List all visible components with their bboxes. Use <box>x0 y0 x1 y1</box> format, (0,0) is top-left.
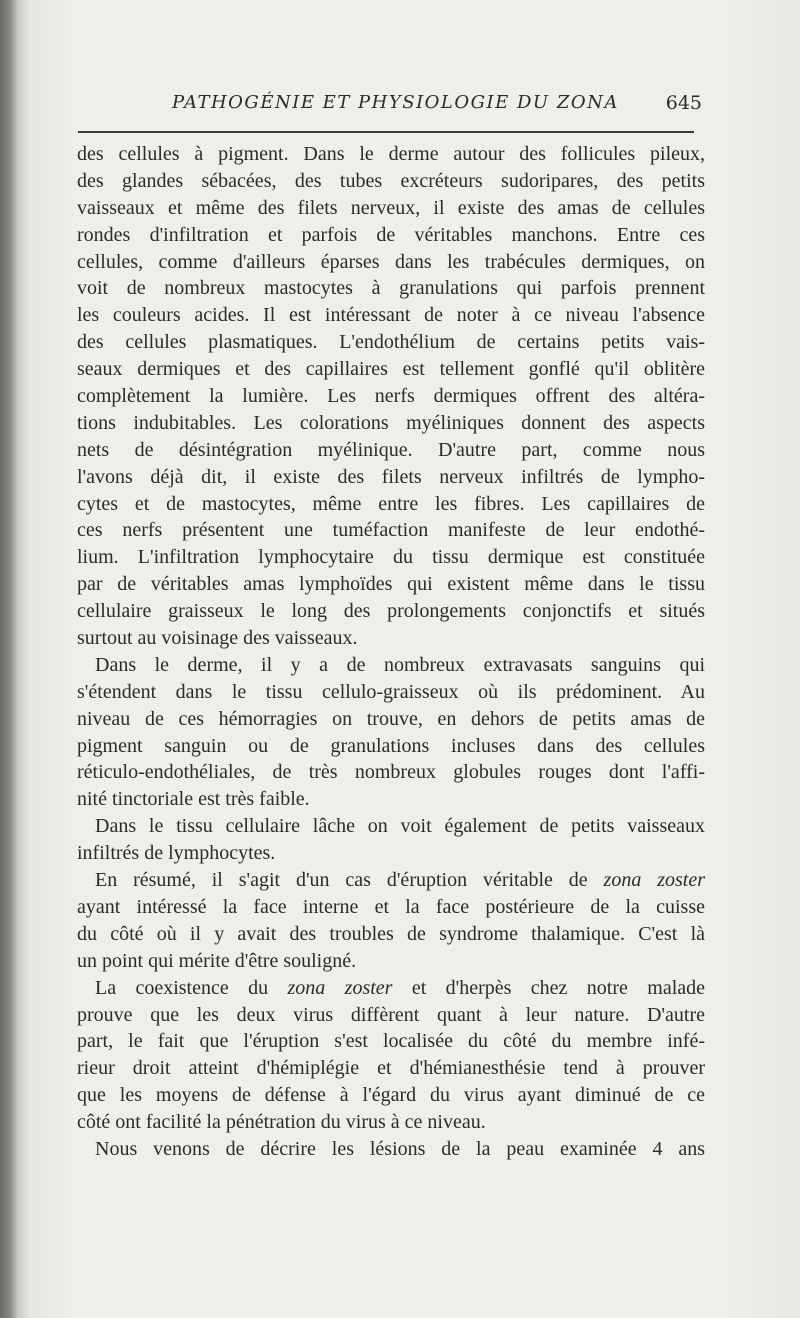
text-line: niveau de ces hémorragies on trouve, en dehors de petits amas de <box>77 707 705 730</box>
text-line: du côté où il y avait des troubles de syndrome thalamique. C'est là <box>77 922 705 945</box>
text-segment: et d'herpès chez notre malade <box>392 976 705 999</box>
text-line: vaisseaux et même des filets nerveux, il existe des amas de cellules <box>77 196 705 219</box>
text-line: voit de nombreux mastocytes à granulations qui parfois prennent <box>77 277 705 300</box>
text-line: nets de désintégration myélinique. D'autre part, comme nous <box>77 438 705 461</box>
text-line: rondes d'infiltration et parfois de véritables manchons. Entre ces <box>77 223 705 246</box>
text-line: pigment sanguin ou de granulations incluses dans des cellules <box>77 734 705 757</box>
text-line: des cellules à pigment. Dans le derme autour des follicules pileux, <box>77 143 705 165</box>
text-line: par de véritables amas lymphoïdes qui existent même dans le tissu <box>77 573 705 596</box>
header-rule <box>78 131 694 133</box>
text-line: réticulo-endothéliales, de très nombreux globules rouges dont l'affi- <box>77 761 705 784</box>
text-line: prouve que les deux virus diffèrent quant à leur nature. D'autre <box>77 1003 705 1026</box>
italic-term: zona zoster <box>603 869 705 892</box>
text-line: que les moyens de défense à l'égard du virus ayant diminué de ce <box>77 1084 705 1107</box>
text-line: part, le fait que l'éruption s'est localisée du côté du membre infé- <box>77 1030 705 1053</box>
italic-term: zona zoster <box>287 976 393 999</box>
text-line: l'avons déjà dit, il existe des filets nerveux infiltrés de lympho- <box>77 465 705 488</box>
text-line: nité tinctoriale est très faible. <box>77 788 310 811</box>
text-segment: La coexistence du <box>95 976 288 999</box>
text-line: des glandes sébacées, des tubes excréteurs sudoripares, des petits <box>77 169 705 192</box>
text-line: ayant intéressé la face interne et la face postérieure de la cuisse <box>77 895 705 918</box>
text-line: tions indubitables. Les colorations myéliniques donnent des aspects <box>77 411 705 434</box>
text-line: s'étendent dans le tissu cellulo-graisseux où ils prédominent. Au <box>77 680 705 703</box>
text-line: seaux dermiques et des capillaires est tellement gonflé qu'il oblitère <box>77 358 705 381</box>
text-line <box>77 975 705 1002</box>
text-line: côté ont facilité la pénétration du virus à ce niveau. <box>77 1111 486 1134</box>
text-line: Dans le derme, il y a de nombreux extravasats sanguins qui <box>95 653 705 676</box>
text-segment: En résumé, il s'agit d'un cas d'éruption véritable de <box>95 869 604 892</box>
running-title: PATHOGÉNIE ET PHYSIOLOGIE DU ZONA <box>172 92 619 113</box>
text-line: ces nerfs présentent une tuméfaction manifeste de leur endothé- <box>77 519 705 542</box>
text-line: rieur droit atteint d'hémiplégie et d'hémianesthésie tend à prouver <box>77 1057 705 1080</box>
text-line: surtout au voisinage des vaisseaux. <box>77 627 358 650</box>
text-line: un point qui mérite d'être souligné. <box>77 949 357 972</box>
text-line: Nous venons de décrire les lésions de la peau examinée 4 ans <box>95 1137 705 1160</box>
text-line: cytes et de mastocytes, même entre les fibres. Les capillaires de <box>77 492 705 515</box>
body-text <box>77 141 705 1163</box>
text-line <box>77 867 705 894</box>
page-number: 645 <box>665 92 702 114</box>
text-line: lium. L'infiltration lymphocytaire du tissu dermique est constituée <box>77 546 705 569</box>
text-line: cellules, comme d'ailleurs éparses dans les trabécules dermiques, on <box>77 250 705 273</box>
text-line: des cellules plasmatiques. L'endothélium de certains petits vais- <box>77 331 705 354</box>
text-line: complètement la lumière. Les nerfs dermiques offrent des altéra- <box>77 385 705 408</box>
text-line: cellulaire graisseux le long des prolongements conjonctifs et situés <box>77 600 705 623</box>
text-line: les couleurs acides. Il est intéressant de noter à ce niveau l'absence <box>77 304 705 327</box>
page-header <box>76 92 712 122</box>
text-line: infiltrés de lymphocytes. <box>77 842 276 865</box>
text-line: Dans le tissu cellulaire lâche on voit également de petits vaisseaux <box>95 815 705 838</box>
